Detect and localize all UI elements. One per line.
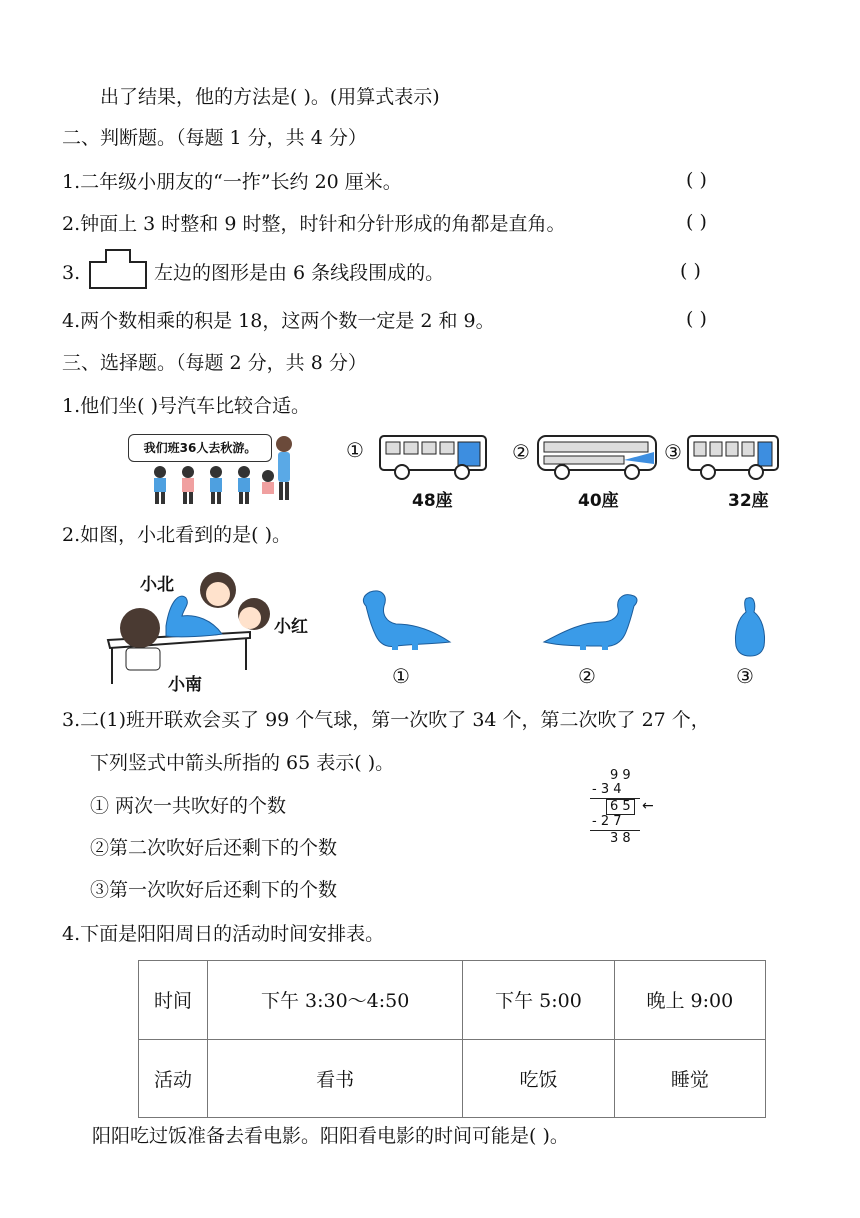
- bus-option-1-number: ①: [346, 438, 364, 462]
- kids-illustration: [128, 430, 303, 510]
- bus-icon[interactable]: [378, 432, 490, 482]
- judge-answer-3[interactable]: ( ): [680, 260, 701, 282]
- bus-option-1-seats: 48座: [412, 491, 453, 511]
- judge-answer-1[interactable]: ( ): [686, 169, 707, 191]
- arrow-icon: ←: [642, 798, 654, 814]
- choice-q3-line2: 下列竖式中箭头所指的 65 表示( )。: [90, 752, 395, 774]
- choice-q2: 2.如图，小北看到的是( )。: [62, 524, 291, 546]
- judge-item-2: 2.钟面上 3 时整和 9 时整，时针和分针形成的角都是直角。: [62, 213, 566, 235]
- label-xiaobei: 小北: [140, 575, 174, 595]
- dinosaur-back-icon[interactable]: [728, 596, 772, 658]
- choice-q4-followup: 阳阳吃过饭准备去看电影。阳阳看电影的时间可能是( )。: [92, 1125, 569, 1147]
- section2-title: 二、判断题。（每题 1 分，共 4 分）: [62, 127, 367, 149]
- choice-q3: 3.二(1)班开联欢会买了 99 个气球，第一次吹了 34 个，第二次吹了 27 个，: [62, 709, 710, 731]
- dinosaur-side-right-icon[interactable]: [356, 588, 456, 652]
- previous-question-tail: 出了结果，他的方法是( )。(用算式表示): [100, 86, 440, 108]
- table-cell-activity-1: 看书: [208, 1039, 463, 1118]
- choice-q3-option-3[interactable]: ③第一次吹好后还剩下的个数: [90, 879, 338, 901]
- calc-row-1: 9 9: [610, 768, 631, 783]
- table-cell-activity-3: 睡觉: [614, 1039, 765, 1118]
- judge-item-3: 左边的图形是由 6 条线段围成的。: [154, 262, 445, 284]
- choice-q1: 1.他们坐( )号汽车比较合适。: [62, 395, 310, 417]
- bus-icon[interactable]: [536, 432, 662, 482]
- bus-option-3-number: ③: [664, 440, 682, 464]
- label-xiaohong: 小红: [274, 617, 308, 637]
- bus-option-2-number: ②: [512, 440, 530, 464]
- judge-item-1: 1.二年级小朋友的“一拃”长约 20 厘米。: [62, 171, 402, 193]
- calc-row-5: 3 8: [610, 831, 631, 846]
- table-cell-activity-2: 吃饭: [463, 1039, 614, 1118]
- calc-row-4: - 2 7: [592, 814, 622, 829]
- calc-row-3-highlight: 6 5: [606, 799, 635, 815]
- calc-row-2: - 3 4: [592, 782, 622, 797]
- table-row: [139, 961, 766, 1040]
- section3-title: 三、选择题。（每题 2 分，共 8 分）: [62, 352, 367, 374]
- dino-option-3[interactable]: ③: [736, 664, 754, 688]
- choice-q3-option-1[interactable]: ① 两次一共吹好的个数: [90, 795, 287, 817]
- vertical-calculation: [588, 768, 668, 848]
- judge-item-4: 4.两个数相乘的积是 18，这两个数一定是 2 和 9。: [62, 310, 495, 332]
- choice-q3-option-2[interactable]: ②第二次吹好后还剩下的个数: [90, 837, 338, 859]
- dino-option-1[interactable]: ①: [392, 664, 410, 688]
- choice-q4: 4.下面是阳阳周日的活动时间安排表。: [62, 923, 385, 945]
- dino-option-2[interactable]: ②: [578, 664, 596, 688]
- judge-answer-4[interactable]: ( ): [686, 308, 707, 330]
- scene-illustration: [100, 560, 330, 695]
- table-row: [139, 1039, 766, 1118]
- row-header-time: 时间: [139, 961, 208, 1040]
- polygon-figure: [88, 248, 148, 290]
- speech-bubble: 我们班36人去秋游。: [128, 434, 272, 462]
- dinosaur-side-left-icon[interactable]: [530, 592, 642, 652]
- table-cell-time-1: 下午 3:30～4:50: [208, 961, 463, 1040]
- table-cell-time-2: 下午 5:00: [463, 961, 614, 1040]
- row-header-activity: 活动: [139, 1039, 208, 1118]
- table-cell-time-3: 晚上 9:00: [614, 961, 765, 1040]
- judge-answer-2[interactable]: ( ): [686, 211, 707, 233]
- label-xiaonan: 小南: [168, 675, 202, 695]
- schedule-table: [138, 960, 766, 1118]
- bus-option-2-seats: 40座: [578, 491, 619, 511]
- bus-option-3-seats: 32座: [728, 491, 769, 511]
- bus-icon[interactable]: [686, 432, 782, 482]
- judge-item-3-number: 3.: [62, 262, 81, 284]
